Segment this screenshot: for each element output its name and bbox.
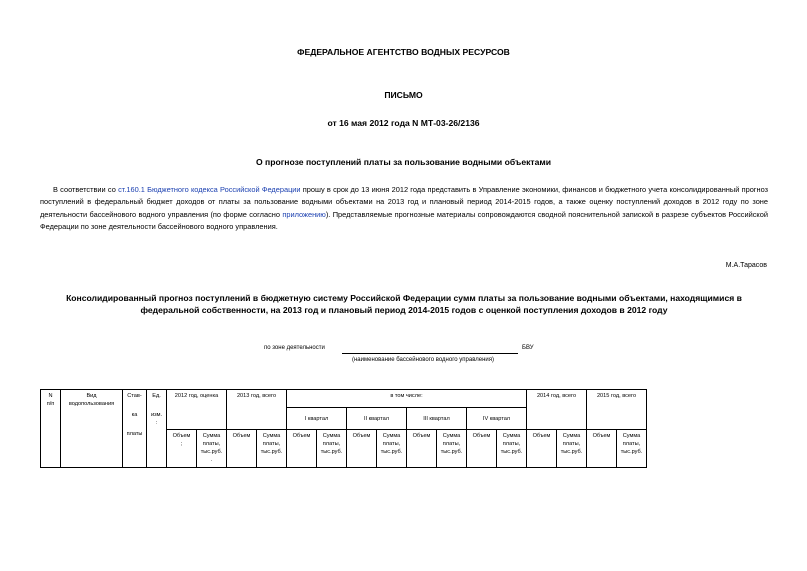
col-header-unit	[147, 390, 167, 468]
sum-2012	[197, 430, 227, 468]
sum-2015	[617, 430, 647, 468]
col-header-2013: 2013 год, всего	[227, 390, 287, 430]
vol-2014: Объем	[527, 430, 557, 468]
sum-l2: платы,	[322, 441, 341, 447]
col-type-line2: водопользования	[68, 401, 115, 407]
col-header-including: в том числе:	[287, 390, 527, 408]
consolidated-forecast-title: Консолидированный прогноз поступлений в бюджетную систему Российской Федерации сумм платы за пользование водными объектами, находящимися в федеральной собственности, на 2013 год и плановый период 2014-2015 годов с оценкой поступления доходов в 2012 году	[66, 293, 742, 315]
col-header-2014: 2014 год, всего	[527, 390, 587, 430]
vol-q3: Объем	[407, 430, 437, 468]
col-header-2012: 2012 год, оценка	[167, 390, 227, 430]
col-unit-line2: изм.	[150, 412, 163, 418]
doc-subject: О прогнозе поступлений платы за пользование водными объектами	[255, 157, 552, 167]
sum-2012-l1: Сумма	[202, 433, 221, 439]
col-unit-line3: :	[155, 420, 158, 426]
zone-note: (наименование бассейнового водного управления)	[352, 357, 494, 363]
col-num-line2: п/п	[46, 401, 55, 407]
sum-2012-l3: тыс.руб.	[200, 449, 223, 455]
sum-l3: тыс.руб.	[380, 449, 403, 455]
sum-l1: Сумма	[502, 433, 521, 439]
body-text-1: В соответствии со	[53, 185, 119, 194]
col-num-blank	[41, 430, 61, 468]
col-type-line1: Вид	[86, 393, 97, 399]
sum-l1: Сумма	[382, 433, 401, 439]
col-header-rate	[123, 390, 147, 468]
sum-q4	[497, 430, 527, 468]
doc-date-number: от 16 мая 2012 года N МТ-03-26/2136	[327, 118, 480, 128]
vol-2012	[167, 430, 197, 468]
sum-l2: платы,	[442, 441, 461, 447]
sum-l2: платы,	[622, 441, 641, 447]
sum-l3: тыс.руб.	[320, 449, 343, 455]
vol-q1: Объем	[287, 430, 317, 468]
zone-label: по зоне деятельности	[264, 345, 325, 351]
sum-2013	[257, 430, 287, 468]
forecast-table	[40, 389, 647, 468]
sum-l3: тыс.руб.	[620, 449, 643, 455]
sum-l3: тыс.руб.	[440, 449, 463, 455]
col-rate-line2: ка	[131, 412, 138, 418]
sum-l3: тыс.руб.	[560, 449, 583, 455]
sum-2014	[557, 430, 587, 468]
col-header-2015: 2015 год, всего	[587, 390, 647, 430]
sum-l2: платы,	[562, 441, 581, 447]
col-header-q4: IV квартал	[467, 408, 527, 430]
agency-title: ФЕДЕРАЛЬНОЕ АГЕНТСТВО ВОДНЫХ РЕСУРСОВ	[297, 47, 510, 57]
sum-l2: платы,	[502, 441, 521, 447]
sum-l1: Сумма	[442, 433, 461, 439]
sum-l2: платы,	[382, 441, 401, 447]
sum-l3: тыс.руб.	[260, 449, 283, 455]
sum-q2	[377, 430, 407, 468]
vol-2012-label: Объем	[172, 433, 191, 439]
sum-l1: Сумма	[562, 433, 581, 439]
body-text-3: ). Представляемые прогнозные материалы сопровождаются сводной пояснительной запиской в разрезе субъектов Российской Федерации по зоне деятельности бассейнового водного управления.	[40, 209, 768, 232]
signature: М.А.Тарасов	[725, 262, 767, 269]
col-header-q1: I квартал	[287, 408, 347, 430]
col-header-q2: II квартал	[347, 408, 407, 430]
col-rate-line3: платы	[126, 431, 143, 437]
doc-type: ПИСЬМО	[384, 90, 423, 100]
sum-l3: тыс.руб.	[500, 449, 523, 455]
col-header-type	[61, 390, 123, 468]
col-rate-line1: Став-	[127, 393, 142, 399]
vol-q2: Объем	[347, 430, 377, 468]
letter-body	[40, 184, 768, 234]
col-header-q3: III квартал	[407, 408, 467, 430]
sum-l2: платы,	[262, 441, 281, 447]
vol-2013: Объем	[227, 430, 257, 468]
appendix-link[interactable]: приложению	[282, 209, 326, 219]
sum-l1: Сумма	[322, 433, 341, 439]
sum-l1: Сумма	[262, 433, 281, 439]
body-text-2: прошу в срок до 13 июня 2012 года представить в Управление экономики, финансов и бюджетного учета консолидированный прогноз поступлений в федеральный бюджет доходов от платы за пользование водными объектами на 2013 год и плановый период 2014-2015 годов, а также оценку поступлений доходов в 2012 году по зоне деятельности бассейнового водного управления (по форме согласно	[40, 185, 768, 219]
col-unit-line1: Ед.	[152, 393, 161, 399]
vol-2012-mark: ;	[180, 441, 183, 447]
zone-name-line	[342, 353, 518, 354]
sum-q3	[437, 430, 467, 468]
sum-2012-l2: платы,	[202, 441, 221, 447]
vol-q4: Объем	[467, 430, 497, 468]
sum-q1	[317, 430, 347, 468]
sum-l1: Сумма	[622, 433, 641, 439]
zone-suffix: БВУ	[522, 345, 534, 351]
col-num-line1: N	[48, 393, 53, 399]
sum-2012-dot: .	[210, 457, 213, 463]
vol-2015: Объем	[587, 430, 617, 468]
col-header-num	[41, 390, 61, 430]
code-article-link[interactable]: ст.160.1 Бюджетного кодекса Российской Федерации	[118, 185, 301, 194]
